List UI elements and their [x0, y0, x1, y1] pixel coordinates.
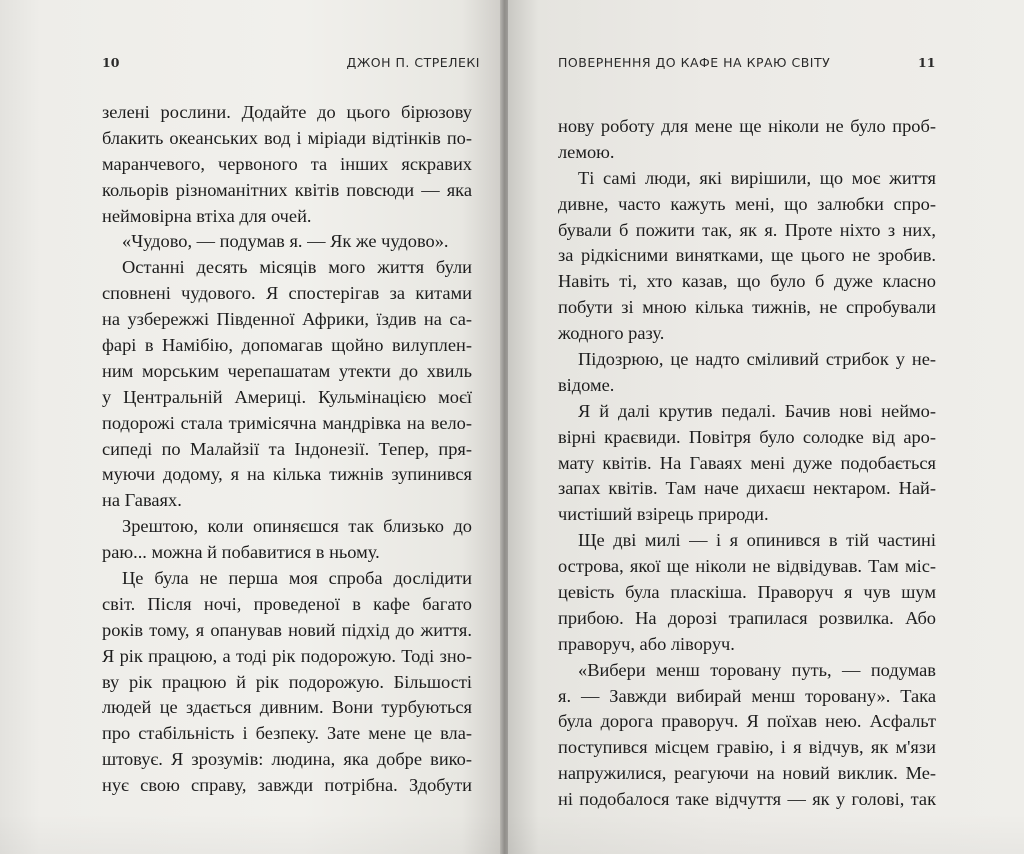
text-line: штовує. Я зрозумів: людина, яка добре вико-: [102, 749, 472, 770]
text-line: років тому, я опанував новий підхід до життя.: [102, 619, 472, 640]
text-line: зелені рослини. Додайте до цього бірюзову: [102, 102, 472, 122]
page-number-left: 10: [102, 55, 120, 70]
text-line: чистіший взірець природи.: [558, 504, 769, 525]
text-line: острова, якої ще ніколи не відвідував. Там міс-: [558, 556, 936, 577]
text-line: Я рік працюю, а тоді рік подорожую. Тоді зно-: [102, 645, 472, 666]
text-line: цевість була пласкіша. Праворуч я чув шум: [558, 582, 936, 603]
running-head-right: ПОВЕРНЕННЯ ДО КАФЕ НА КРАЮ СВІТУ: [558, 55, 831, 70]
text-line: Я й далі крутив педалі. Бачив нові неймо-: [578, 400, 936, 421]
text-line: Зрештою, коли опиняєшся так близько до: [122, 516, 472, 537]
text-line: вірні краєвиди. Повітря було солодке від аро-: [558, 426, 936, 447]
text-line: «Вибери менш торовану путь, — подумав: [578, 659, 936, 680]
right-page: [508, 0, 1024, 854]
text-line: сповнені чудового. Я спостерігав за китами: [102, 283, 472, 304]
text-line: Підозрюю, це надто сміливий стрибок у не-: [578, 349, 936, 370]
text-line: блакить океанських вод і міріади відтінків по-: [102, 127, 472, 148]
text-line: бували б пожити так, як я. Проте ніхто з них,: [558, 219, 936, 240]
text-line: сипеді по Малайзії та Індонезії. Тепер, пря-: [102, 438, 472, 459]
text-line: на Гаваях.: [102, 490, 182, 511]
text-line: неймовірна втіха для очей.: [102, 205, 312, 226]
text-line: Ті самі люди, які вирішили, що моє життя: [578, 167, 936, 188]
text-line: Це була не перша моя спроба дослідити: [122, 568, 472, 589]
text-line: про стабільність і безпеку. Зате мене це вла-: [102, 723, 472, 744]
text-line: раю... можна й побавитися в ньому.: [102, 542, 380, 563]
text-line: кольорів різноманітних квітів повсюди — яка: [102, 179, 472, 200]
text-line: лемою.: [558, 141, 615, 162]
text-line: фарі в Намібію, допомагав щойно вилуплен-: [102, 335, 472, 356]
left-page-body: [102, 100, 472, 799]
text-line: прибою. На дорозі трапилася розвилка. Або: [558, 607, 936, 628]
text-line: мату квітів. На Гаваях мені дуже подобається: [558, 452, 936, 473]
text-line: Ще дві милі — і я опинився в тій частині: [578, 530, 936, 551]
text-line: муючи додому, я на кілька тижнів зупинився: [102, 464, 472, 485]
text-line: відоме.: [558, 374, 615, 395]
text-line: нує свою справу, завжди потрібна. Здобути: [102, 775, 472, 796]
text-line: на узбережжі Південної Африки, їздив на са-: [102, 309, 472, 330]
right-page-body: [558, 114, 936, 813]
text-line: маранчевого, червоного та інших яскравих: [102, 153, 472, 174]
text-line: людей це здається дивним. Вони турбуються: [102, 697, 472, 718]
text-line: праворуч, або ліворуч.: [558, 633, 735, 654]
text-line: ним морським черепашатам утекти до хвиль: [102, 360, 472, 381]
page-number-right: 11: [918, 55, 936, 70]
text-line: побути зі мною кілька тижнів, не спробували: [558, 297, 936, 318]
text-line: за рідкісними винятками, ще цього не зробив.: [558, 245, 936, 266]
text-line: світ. Після ночі, проведеної в кафе багато: [102, 593, 472, 614]
left-page: [0, 0, 502, 854]
text-line: запах квітів. Там наче дихаєш нектаром. Най-: [558, 478, 936, 499]
text-line: поступився місцем гравію, і я відчув, як м'язи: [558, 737, 936, 758]
text-line: дивне, часто кажуть мені, що залюбки спро-: [558, 193, 936, 214]
text-line: я. — Завжди вибирай менш торовану». Така: [558, 685, 936, 706]
text-line: подорожі стала тримісячна мандрівка на вело-: [102, 412, 472, 433]
text-line: нову роботу для мене ще ніколи не було проб-: [558, 116, 936, 136]
running-head-left: ДЖОН П. СТРЕЛЕКІ: [346, 55, 480, 70]
text-line: напружилися, реагуючи на новий виклик. Ме-: [558, 763, 936, 784]
page-shadow: [508, 814, 1024, 854]
text-line: ву рік працюю й рік подорожую. Більшості: [102, 671, 472, 692]
page-shadow: [0, 814, 502, 854]
text-line: жодного разу.: [558, 323, 665, 344]
text-line: у Центральній Америці. Кульмінацією моєї: [102, 386, 472, 407]
text-line: Останні десять місяців мого життя були: [122, 257, 472, 278]
text-line: ні подобалося таке відчуття — як у голові, так: [558, 789, 936, 810]
text-line: «Чудово, — подумав я. — Як же чудово».: [122, 231, 449, 252]
text-line: Навіть ті, хто казав, що було б дуже класно: [558, 271, 936, 292]
text-line: була дорога праворуч. Я поїхав нею. Асфальт: [558, 711, 936, 732]
